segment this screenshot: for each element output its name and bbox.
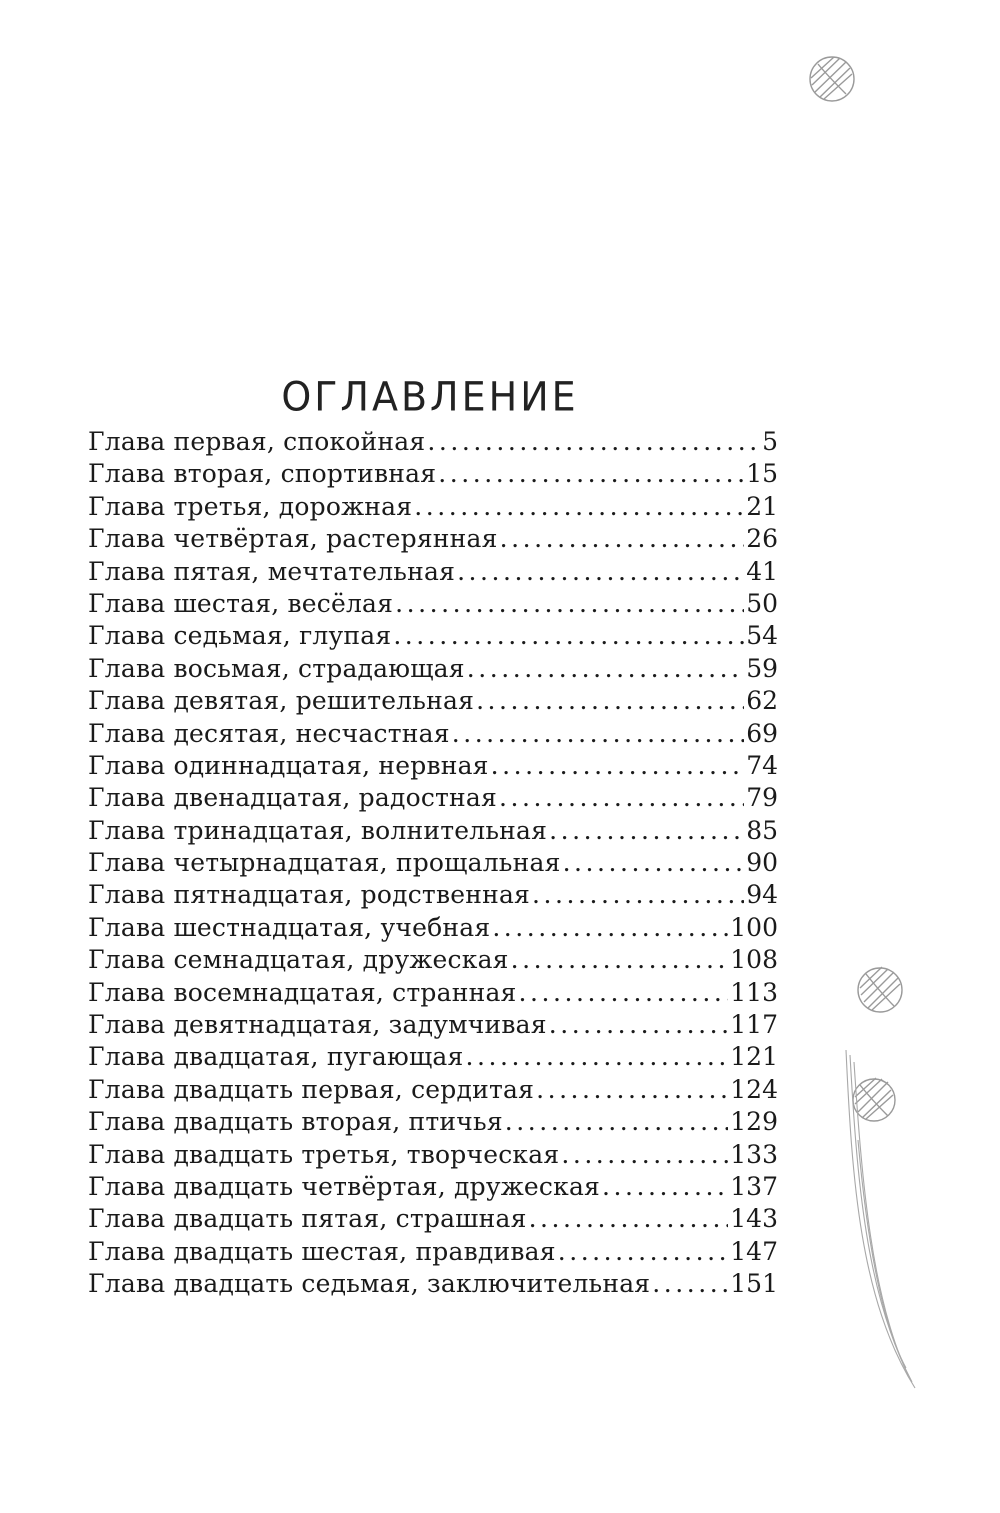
toc-chapter-title: Глава девятая, решительная (88, 686, 475, 716)
toc-chapter-title: Глава седьмая, глупая (88, 621, 392, 651)
toc-leader-dots (549, 1009, 729, 1041)
toc-page-number: 79 (746, 783, 778, 813)
toc-page-number: 15 (746, 459, 778, 489)
toc-leader-dots (558, 1236, 729, 1268)
toc-page-number: 85 (746, 815, 778, 845)
toc-entry (88, 653, 778, 685)
toc-page-number: 113 (730, 977, 778, 1007)
toc-entry (88, 523, 778, 555)
toc-chapter-title: Глава тринадцатая, волнительная (88, 815, 548, 845)
toc-entry (88, 491, 778, 523)
toc-leader-dots (452, 718, 744, 750)
toc-chapter-title: Глава двадцать шестая, правдивая (88, 1236, 556, 1266)
toc-leader-dots (505, 1106, 728, 1138)
toc-chapter-title: Глава одиннадцатая, нервная (88, 750, 489, 780)
toc-entry (88, 815, 778, 847)
swoosh-line-icon (846, 1050, 915, 1388)
toc-leader-dots (652, 1268, 728, 1300)
table-of-contents (88, 426, 778, 1301)
toc-entry (88, 750, 778, 782)
toc-leader-dots (532, 879, 744, 911)
toc-chapter-title: Глава двадцать седьмая, заключительная (88, 1269, 651, 1299)
toc-entry (88, 1041, 778, 1073)
toc-page-number: 5 (762, 427, 778, 456)
toc-page-number: 50 (746, 588, 778, 618)
toc-page-number: 133 (730, 1139, 778, 1169)
toc-page-number: 21 (746, 491, 778, 521)
toc-page-number: 94 (746, 880, 778, 910)
toc-leader-dots (476, 685, 744, 717)
toc-chapter-title: Глава двадцать пятая, страшная (88, 1204, 527, 1234)
toc-entry (88, 620, 778, 652)
toc-entry (88, 1009, 778, 1041)
toc-chapter-title: Глава пятнадцатая, родственная (88, 880, 531, 910)
toc-entry (88, 685, 778, 717)
toc-page-number: 41 (746, 556, 778, 586)
toc-page-number: 59 (746, 653, 778, 683)
toc-page-number: 62 (746, 686, 778, 716)
toc-leader-dots (536, 1074, 728, 1106)
toc-leader-dots (500, 523, 745, 555)
toc-leader-dots (499, 782, 744, 814)
toc-leader-dots (414, 491, 744, 523)
toc-entry (88, 1139, 778, 1171)
toc-page-number: 108 (730, 945, 778, 975)
toc-leader-dots (457, 556, 744, 588)
toc-leader-dots (393, 620, 744, 652)
toc-page-number: 129 (730, 1107, 778, 1137)
toc-entry (88, 588, 778, 620)
toc-entry (88, 879, 778, 911)
toc-leader-dots (511, 944, 729, 976)
toc-leader-dots (438, 458, 744, 490)
toc-leader-dots (491, 750, 745, 782)
toc-page-number: 151 (730, 1269, 778, 1299)
toc-entry (88, 1074, 778, 1106)
toc-entry (88, 782, 778, 814)
toc-entry (88, 458, 778, 490)
toc-page-number: 117 (730, 1010, 778, 1040)
toc-leader-dots (427, 426, 760, 458)
toc-chapter-title: Глава двадцать вторая, птичья (88, 1107, 503, 1137)
ball-sketch-icon (810, 57, 854, 101)
toc-leader-dots (563, 847, 745, 879)
toc-entry (88, 1236, 778, 1268)
ball-sketch-icon (858, 967, 902, 1012)
toc-chapter-title: Глава шестнадцатая, учебная (88, 912, 491, 942)
toc-page-number: 100 (730, 912, 778, 942)
toc-chapter-title: Глава двадцать первая, сердитая (88, 1074, 535, 1104)
page-title: ОГЛАВЛЕНИЕ (281, 374, 579, 421)
toc-chapter-title: Глава семнадцатая, дружеская (88, 945, 509, 975)
toc-chapter-title: Глава девятнадцатая, задумчивая (88, 1010, 547, 1040)
toc-entry (88, 1171, 778, 1203)
toc-chapter-title: Глава восьмая, страдающая (88, 653, 465, 683)
toc-chapter-title: Глава четвёртая, растерянная (88, 524, 498, 554)
toc-page-number: 147 (730, 1236, 778, 1266)
toc-leader-dots (492, 912, 728, 944)
toc-page-number: 69 (746, 718, 778, 748)
toc-leader-dots (467, 653, 744, 685)
toc-entry (88, 718, 778, 750)
toc-chapter-title: Глава восемнадцатая, странная (88, 977, 517, 1007)
toc-entry (88, 426, 778, 458)
toc-leader-dots (519, 977, 729, 1009)
toc-leader-dots (549, 815, 744, 847)
toc-page-number: 137 (730, 1171, 778, 1201)
toc-chapter-title: Глава первая, спокойная (88, 427, 426, 456)
toc-chapter-title: Глава шестая, весёлая (88, 588, 394, 618)
toc-entry (88, 977, 778, 1009)
toc-leader-dots (602, 1171, 728, 1203)
toc-page-number: 121 (730, 1042, 778, 1072)
toc-page-number: 26 (746, 524, 778, 554)
toc-entry (88, 912, 778, 944)
toc-chapter-title: Глава двадцатая, пугающая (88, 1042, 464, 1072)
toc-leader-dots (395, 588, 744, 620)
toc-entry (88, 944, 778, 976)
toc-entry (88, 556, 778, 588)
toc-leader-dots (529, 1203, 729, 1235)
toc-chapter-title: Глава двенадцатая, радостная (88, 783, 497, 813)
toc-leader-dots (465, 1041, 728, 1073)
toc-chapter-title: Глава десятая, несчастная (88, 718, 450, 748)
toc-chapter-title: Глава пятая, мечтательная (88, 556, 456, 586)
toc-chapter-title: Глава четырнадцатая, прощальная (88, 848, 561, 878)
toc-page-number: 143 (730, 1204, 778, 1234)
toc-chapter-title: Глава двадцать третья, творческая (88, 1139, 560, 1169)
toc-page-number: 54 (746, 621, 778, 651)
toc-entry (88, 1268, 778, 1300)
toc-page-number: 90 (746, 848, 778, 878)
toc-chapter-title: Глава двадцать четвёртая, дружеская (88, 1171, 601, 1201)
toc-page-number: 74 (746, 750, 778, 780)
toc-chapter-title: Глава третья, дорожная (88, 491, 413, 521)
toc-chapter-title: Глава вторая, спортивная (88, 459, 437, 489)
toc-entry (88, 847, 778, 879)
toc-entry (88, 1106, 778, 1138)
toc-leader-dots (561, 1139, 728, 1171)
toc-entry (88, 1203, 778, 1235)
toc-page-number: 124 (730, 1074, 778, 1104)
ball-sketch-icon (853, 1078, 895, 1121)
